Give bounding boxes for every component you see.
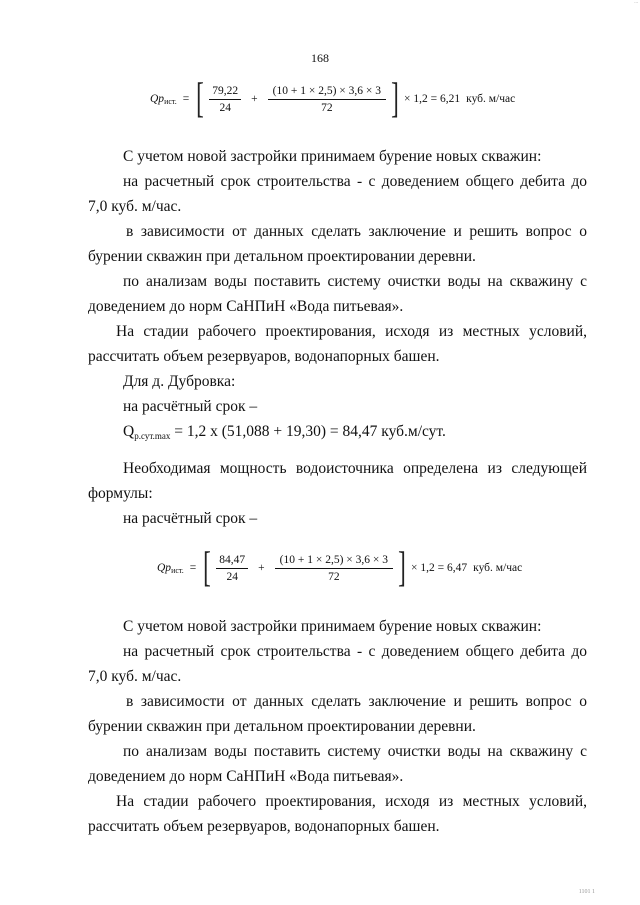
paragraph: На стадии рабочего проектирования, исходя из местных условий, рассчитать объем резервуаров, водонапорных башен.	[88, 323, 587, 365]
formula-flow-rate-1	[150, 78, 515, 120]
fraction-numerator: (10 + 1 × 2,5) × 3,6 × 3	[268, 85, 386, 100]
formula-fraction-1	[209, 85, 241, 114]
corner-scan-mark: 1101 1	[578, 889, 595, 895]
formula-plus: +	[251, 93, 258, 105]
paragraph: в зависимости от данных сделать заключение и решить вопрос о бурении скважин при детальном проектировании деревни.	[88, 693, 587, 735]
formula-result: × 1,2 = 6,21	[404, 93, 461, 105]
formula-close-bracket: ]	[398, 545, 406, 591]
formula-lhs-symbol: Qр	[150, 93, 165, 105]
formula-lhs-symbol: Qр	[157, 562, 172, 574]
formula-result: × 1,2 = 6,47	[411, 562, 468, 574]
formula-fraction-2	[275, 554, 393, 583]
formula-open-bracket: [	[203, 545, 212, 591]
paragraph: на расчетный срок строительства - с доведением общего дебита до 7,0 куб. м/час.	[88, 173, 587, 215]
formula-equals: =	[189, 562, 197, 574]
formula-unit: куб. м/час	[466, 93, 516, 105]
corner-scan-mark: ...	[634, 0, 638, 5]
paragraph: С учетом новой застройки принимаем бурение новых скважин:	[123, 148, 542, 165]
formula-flow-rate-2	[157, 547, 522, 589]
fraction-denominator: 24	[226, 570, 238, 583]
q-subscript: р.сут.max	[134, 431, 171, 441]
formula-equals: =	[182, 93, 190, 105]
formula-open-bracket: [	[196, 76, 205, 122]
paragraph: в зависимости от данных сделать заключение и решить вопрос о бурении скважин при детальном проектировании деревни.	[88, 223, 587, 265]
fraction-numerator: 79,22	[209, 85, 241, 100]
paragraph: на расчетный срок строительства - с доведением общего дебита до 7,0 куб. м/час.	[88, 643, 587, 685]
fraction-numerator: (10 + 1 × 2,5) × 3,6 × 3	[275, 554, 393, 569]
paragraph: Необходимая мощность водоисточника определена из следующей формулы:	[88, 460, 587, 502]
formula-lhs-subscript: ист.	[164, 96, 177, 106]
fraction-denominator: 72	[321, 101, 333, 114]
term-label: на расчётный срок –	[123, 398, 258, 415]
q-daily-max-calc	[88, 419, 587, 446]
paragraph: по анализам воды поставить систему очистки воды на скважину с доведением до норм СаНПиН «Вода питьевая».	[88, 273, 587, 315]
page-number: 168	[311, 51, 329, 65]
formula-close-bracket: ]	[391, 76, 399, 122]
formula-unit: куб. м/час	[473, 562, 523, 574]
text-block-2	[88, 614, 587, 839]
q-expression: = 1,2 x (51,088 + 19,30) = 84,47 куб.м/сут.	[170, 423, 446, 440]
fraction-denominator: 24	[219, 101, 231, 114]
paragraph: С учетом новой застройки принимаем бурение новых скважин:	[123, 618, 542, 635]
formula-fraction-1	[216, 554, 248, 583]
q-symbol: Q	[123, 423, 135, 440]
village-heading: Для д. Дубровка:	[123, 373, 236, 390]
fraction-denominator: 72	[328, 570, 340, 583]
formula-lhs-subscript: ист.	[171, 565, 184, 575]
text-block-1	[88, 144, 587, 531]
paragraph: На стадии рабочего проектирования, исходя из местных условий, рассчитать объем резервуаров, водонапорных башен.	[88, 793, 587, 835]
fraction-numerator: 84,47	[216, 554, 248, 569]
term-label: на расчётный срок –	[123, 510, 258, 527]
paragraph: по анализам воды поставить систему очистки воды на скважину с доведением до норм СаНПиН «Вода питьевая».	[88, 743, 587, 785]
formula-fraction-2	[268, 85, 386, 114]
formula-plus: +	[258, 562, 265, 574]
